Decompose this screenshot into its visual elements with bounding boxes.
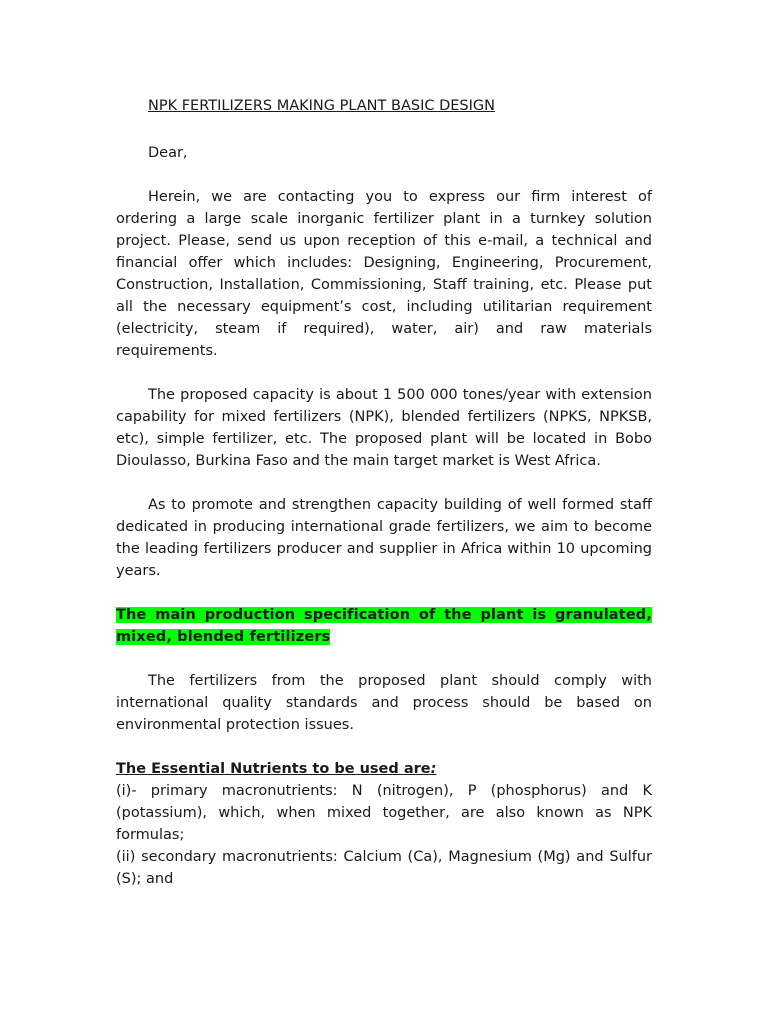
nutrients-heading <box>116 758 652 780</box>
highlighted-specification <box>116 604 652 648</box>
document-title: NPK FERTILIZERS MAKING PLANT BASIC DESIGN <box>148 98 495 114</box>
paragraph-interest: Herein, we are contacting you to express our firm interest of ordering a large scale inorganic fertilizer plant in a turnkey solution project. Please, send us upon reception of this e-mail, a technical and financial offer which includes: Designing, Engineering, Procurement, Construction, Installation, Commissioning, Staff training, etc. Please put all the necessary equipment’s cost, including utilitarian requirement (electricity, steam if required), water, air) and raw materials requirements. <box>116 189 652 359</box>
nutrient-item-secondary: (ii) secondary macronutrients: Calcium (Ca), Magnesium (Mg) and Sulfur (S); and <box>116 849 652 887</box>
nutrient-item-primary: (i)- primary macronutrients: N (nitrogen), P (phosphorus) and K (potassium), which, when mixed together, are also known as NPK formulas; <box>116 783 652 843</box>
document-page <box>116 92 652 890</box>
nutrients-heading-text: The Essential Nutrients to be used are <box>116 761 431 777</box>
paragraph-capacity-building: As to promote and strengthen capacity building of well formed staff dedicated in producing international grade fertilizers, we aim to become the leading fertilizers producer and supplier in Africa within 10 upcoming years. <box>116 497 652 579</box>
nutrients-heading-colon: : <box>430 761 437 777</box>
paragraph-capacity: The proposed capacity is about 1 500 000 tones/year with extension capability for mixed fertilizers (NPK), blended fertilizers (NPKS, NPKSB, etc), simple fertilizer, etc. The proposed plant will be located in Bobo Dioulasso, Burkina Faso and the main target market is West Africa. <box>116 387 652 469</box>
paragraph-compliance: The fertilizers from the proposed plant should comply with international quality standards and process should be based on environmental protection issues. <box>116 673 652 733</box>
highlighted-specification-text: The main production specification of the plant is granulated, mixed, blended fertilizers <box>116 607 652 645</box>
greeting: Dear, <box>148 145 188 161</box>
